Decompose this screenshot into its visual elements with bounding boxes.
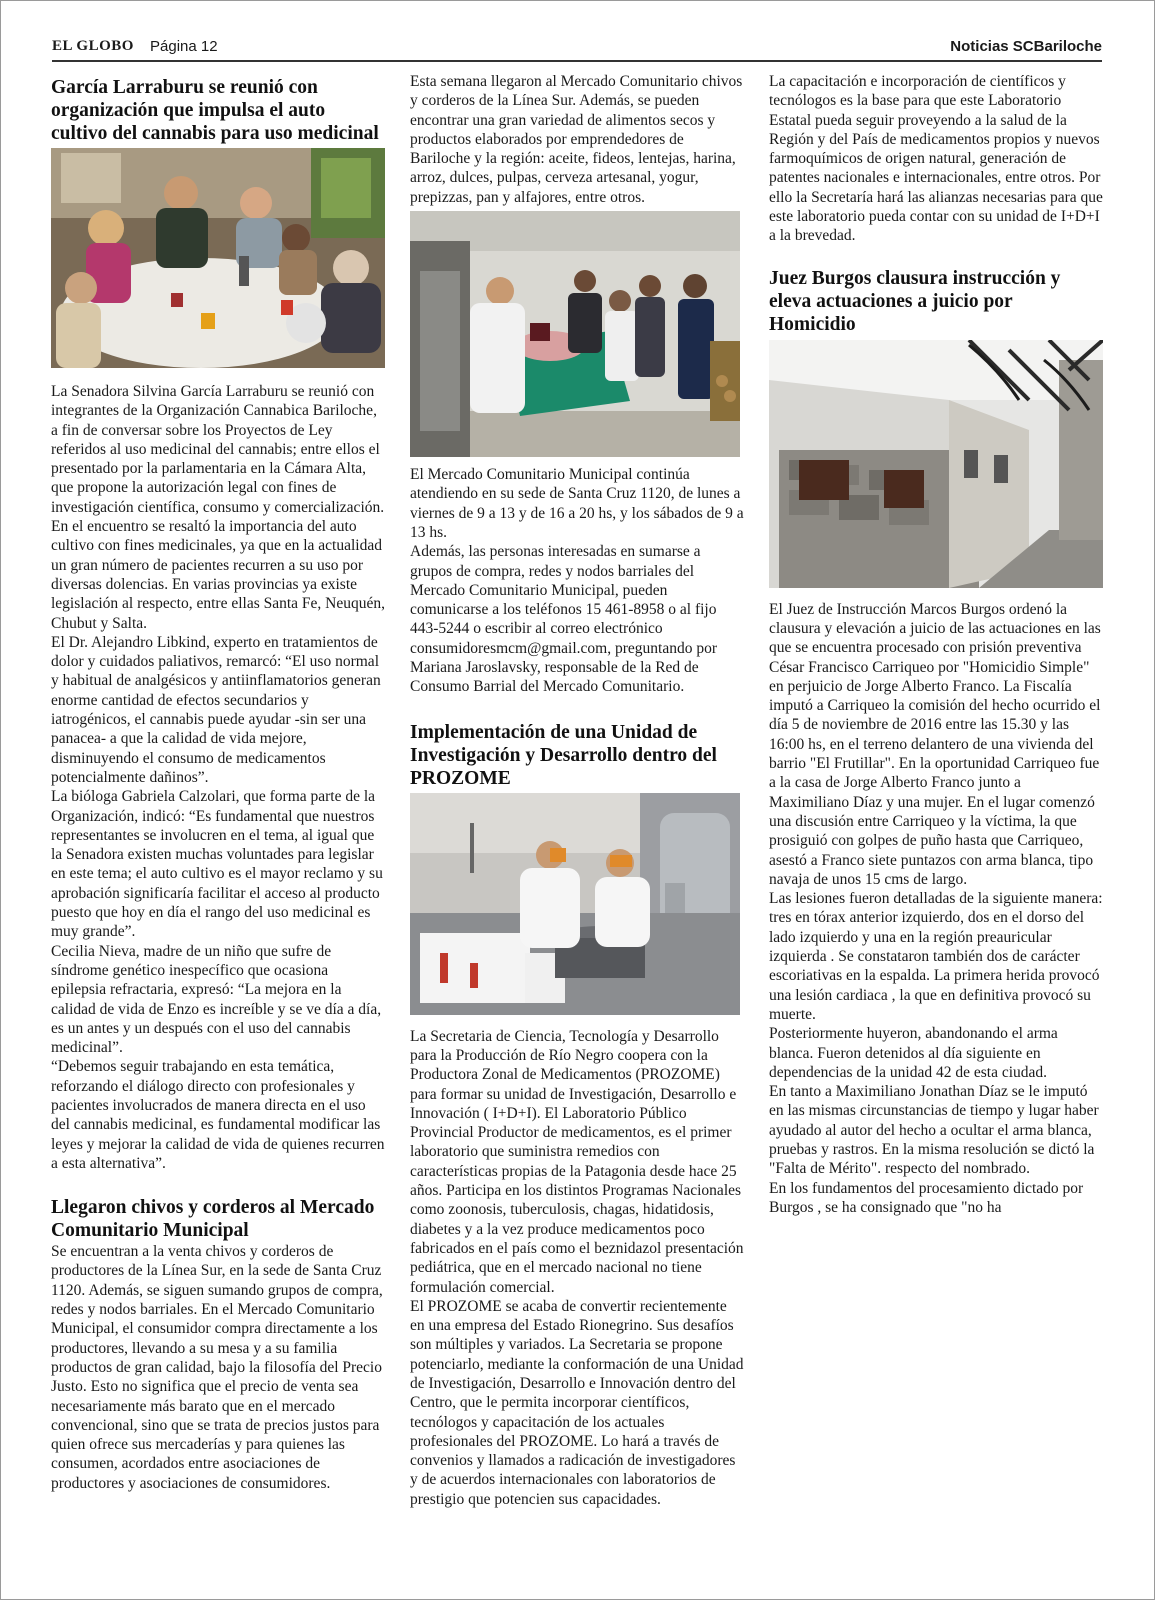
page-number: Página 12 bbox=[150, 38, 218, 55]
article-title-prozome: Implementación de una Unidad de Investigación y Desarrollo dentro del PROZOME bbox=[410, 721, 717, 789]
column-2 bbox=[410, 72, 744, 1509]
juez-paragraph-3: Posteriormente huyeron, abandonando el arma blanca. Fueron detenidos al día siguiente en dependencias de la unidad 42 de esta ciudad. bbox=[769, 1025, 1058, 1081]
street-photo bbox=[769, 340, 1103, 588]
lab-photo bbox=[410, 793, 740, 1015]
column-3 bbox=[769, 72, 1103, 1217]
prozome-paragraph-2-continued: La capacitación e incorporación de científicos y tecnólogos es la base para que este Laboratorio Estatal pueda seguir proveyendo a la salud de la Región y del País de medicamentos propios y nuevos farmoquímicos de origen natural, generación de patentes nacionales e internacionales, entre otros. Por ello la Secretaría hará las alianzas necesarias para que este laboratorio pueda contar con su unidad de I+D+I a la brevedad. bbox=[769, 73, 1103, 245]
article-title-cannabis: García Larraburu se reunió con organización que impulsa el auto cultivo del cannabis para uso medicinal bbox=[51, 77, 379, 144]
column-1 bbox=[51, 76, 385, 1493]
cannabis-paragraph-3: La bióloga Gabriela Calzolari, que forma parte de la Organización, indicó: “Es fundamental que nuestros representantes se involucren en el tema, al igual que la Senadora existen muchas voluntades para legislar en este tema; el auto cultivo es el mayor reclamo y su aprobación significaría facilitar el acceso al producto puesto que hoy en día el rango del uso medicinal es muy grande”. bbox=[51, 788, 383, 941]
meeting-photo bbox=[51, 148, 385, 368]
article-title-juez: Juez Burgos clausura instrucción y eleva actuaciones a juicio por Homicidio bbox=[769, 267, 1061, 335]
mercado-paragraph-1: Se encuentran a la venta chivos y corderos de productores de la Línea Sur, en la sede de Santa Cruz 1120. Además, se siguen sumando grupos de compra, redes y nodos barriales. En el Mercado Comunitario Municipal, el consumidor compra directamente a los productores, llevando a su mesa y a su familia productos de gran calidad, bajo la filosofía del Precio Justo. Esto no significa que el precio de venta sea necesariamente más barato que en el mercado convencional, sino que se trata de precios justos para quien ofrece sus mercaderías y para quienes las consumen, acordados entre asociaciones de productores y asociaciones de consumidores. bbox=[51, 1243, 383, 1492]
juez-paragraph-4: En tanto a Maximiliano Jonathan Díaz se le imputó en las mismas circunstancias de tiempo y lugar haber ayudado al autor del hecho a ocultar el arma blanca, pruebas y rastros. En la misma resolución se dictó la "Falta de Mérito". respecto del nombrado. bbox=[769, 1083, 1099, 1178]
mercado-paragraph-3: El Mercado Comunitario Municipal continúa atendiendo en su sede de Santa Cruz 1120, de lunes a viernes de 9 a 13 y de 16 a 20 hs, y los sábados de 9 a 13 hs. bbox=[410, 466, 744, 541]
cannabis-paragraph-2: El Dr. Alejandro Libkind, experto en tratamientos de dolor y cuidados paliativos, remarcó: “El uso normal y habitual de analgésicos y antiinflamatorios generan enorme cantidad de efectos secundarios y iatrogénicos, el cannabis puede ayudar -sin ser una panacea- a que la calidad de vida mejore, disminuyendo el consumo de medicamentos potencialmente dañinos”. bbox=[51, 633, 381, 786]
prozome-paragraph-1: La Secretaria de Ciencia, Tecnología y Desarrollo para la Producción de Río Negro coopera con la Productora Zonal de Medicamentos (PROZOME) para formar su unidad de Investigación, Desarrollo e Innovación ( I+D+I). El Laboratorio Público Provincial Productor de medicamentos, es el primer laboratorio que suministra remedios con características propias de la Patagonia desde hace 25 años. Participa en los distintos Programas Nacionales como zoonosis, tuberculosis, chagas, hidatidosis, diabetes y a la vez produce medicamentos poco fabricados en el país como el beznidazol presentación pediátrica, que en el mercado nacional no tiene formulación comercial. bbox=[410, 1027, 744, 1296]
market-photo bbox=[410, 211, 740, 457]
article-title-mercado: Llegaron chivos y corderos al Mercado Comunitario Municipal bbox=[51, 1197, 375, 1242]
cannabis-paragraph-1: La Senadora Silvina García Larraburu se reunió con integrantes de la Organización Cannabica Bariloche, a fin de conversar sobre los Proyectos de Ley referidos al uso medicinal del cannabis; entre ellos el presentado por la parlamentaria en la Cámara Alta, que propone la autorización legal con fines de investigación científica, consumo y comercialización. En el encuentro se resaltó la importancia del auto cultivo con fines medicinales, ya que en la actualidad un gran número de pacientes recurren a su uso por diversas dolencias. En varias provincias ya existe legislación al respecto, entre ellas Santa Fe, Neuquén, Chubut y Salta. bbox=[51, 383, 385, 632]
page-header bbox=[52, 38, 1102, 62]
mercado-paragraph-4: Además, las personas interesadas en sumarse a grupos de compra, redes y nodos barriales del Mercado Comunitario Municipal, pueden comunicarse a los teléfonos 15 461-8958 o al fijo 443-5244 o escribir al correo electrónico consumidoresmcm@gmail.com, preguntando por Mariana Jaroslavsky, responsable de la Red de Consumo Barrial del Mercado Comunitario. bbox=[410, 543, 717, 696]
section-name: Noticias SCBariloche bbox=[950, 38, 1102, 55]
newspaper-name: EL GLOBO bbox=[52, 38, 134, 54]
prozome-paragraph-2: El PROZOME se acaba de convertir recientemente en una empresa del Estado Rionegrino. Sus desafíos son múltiples y variados. La Secretaria se propone potenciarlo, mediante la conformación de una Unidad de Investigación, Desarrollo e Innovación dentro del Centro, que le permita incorporar científicos, tecnólogos y capacitación de los actuales profesionales del PROZOME. Lo hará a través de convenios y llamados a radicación de investigadores y de acuerdos internacionales con laboratorios de prestigio que potencien sus capacidades. bbox=[410, 1297, 744, 1508]
cannabis-paragraph-5: “Debemos seguir trabajando en esta temática, reforzando el diálogo directo con profesionales y pacientes involucrados de manera directa en el uso del cannabis medicinal, es fundamental modificar las leyes y mejorar la calidad de vida de quienes recurren a esta alternativa”. bbox=[51, 1058, 385, 1172]
mercado-paragraph-2: Esta semana llegaron al Mercado Comunitario chivos y corderos de la Línea Sur. Además, se pueden encontrar una gran variedad de alimentos secos y productos elaborados por emprendedores de Bariloche y la región: aceite, fideos, lentejas, harina, arroz, dulces, pulpas, cerveza artesanal, yogur, prepizzas, pan y alfajores, entre otros. bbox=[410, 73, 743, 206]
juez-paragraph-2: Las lesiones fueron detalladas de la siguiente manera: tres en tórax anterior izquierdo, dos en el dorso del lado izquierdo y una en la región preauricular izquierda . Se constataron también dos de carácter escoriativas en la espalda. La primera herida provocó una lesión cardiaca , la que en definitiva provocó su muerte. bbox=[769, 890, 1103, 1023]
cannabis-paragraph-4: Cecilia Nieva, madre de un niño que sufre de síndrome genético inespecífico que ocasiona epilepsia refractaria, expresó: “La mejora en la calidad de vida de Enzo es increíble y se ve día a día, es un antes y un después con el uso del cannabis medicinal”. bbox=[51, 942, 382, 1057]
juez-paragraph-5: En los fundamentos del procesamiento dictado por Burgos , se ha consignado que "no ha bbox=[769, 1179, 1084, 1216]
juez-paragraph-1: El Juez de Instrucción Marcos Burgos ordenó la clausura y elevación a juicio de las actuaciones en las que se encuentra procesado con prisión preventiva César Francisco Carriqueo por "Homicidio Simple" en perjuicio de Jorge Alberto Franco. La Fiscalía imputó a Carriqueo la comisión del hecho ocurrido el día 5 de noviembre de 2016 entre las 15.30 y las 16:00 hs, en el terreno delantero de una vivienda del barrio "El Frutillar". En la oportunidad Carriqueo fue a la casa de Jorge Alberto Franco junto a Maximiliano Díaz y una mujer. En el lugar comenzó una discusión entre Carriqueo y la víctima, la que prosiguió con golpes de puño hasta que Carriqueo, asestó a Franco siete puntazos con arma blanca, tipo navaja de unos 15 cms de largo. bbox=[769, 600, 1101, 888]
